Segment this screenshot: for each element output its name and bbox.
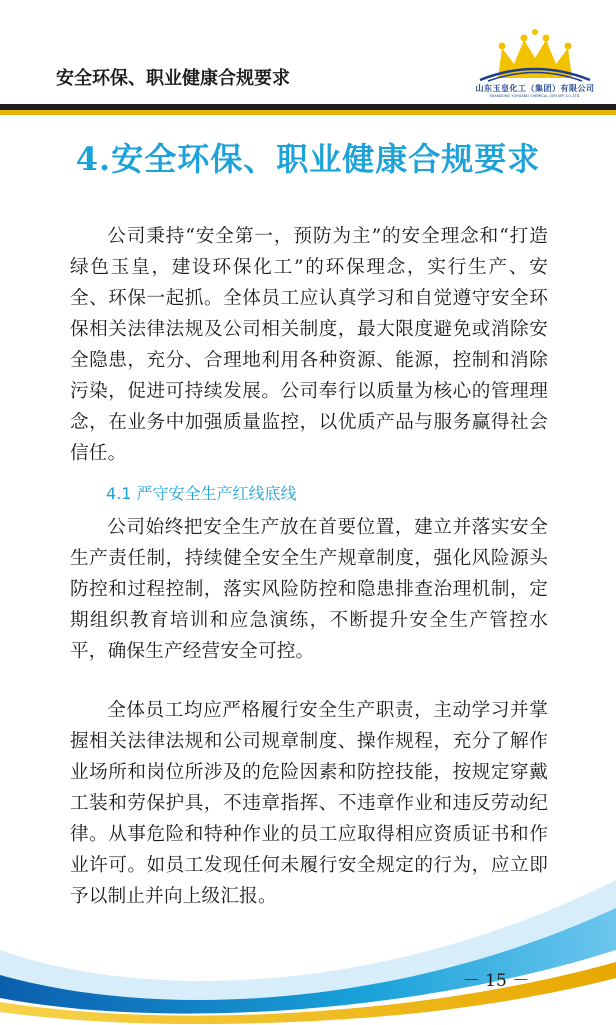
running-header-title: 安全环保、职业健康合规要求 [56,68,290,89]
body-paragraph-3: 全体员工均应严格履行安全生产职责，主动学习并掌握相关法律法规和公司规章制度、操作规程，充分了解作业场所和岗位所涉及的危险因素和防控技能，按规定穿戴工装和劳保护具，不违章指挥、不违章作业和违反劳动纪律。从事危险和特种作业的员工应取得相应资质证书和作业许可。如员工发现任何未履行安全规定的行为，应立即予以制止并向上级汇报。 [70,700,548,907]
section-heading: 4.1 严守安全生产红线底线 [106,484,297,503]
body-paragraph-2: 公司始终把安全生产放在首要位置，建立并落实安全生产责任制，持续健全安全生产规章制度，强化风险源头防控和过程控制，落实风险防控和隐患排查治理机制，定期组织教育培训和应急演练，不断提升安全生产管控水平，确保生产经营安全可控。 [70,517,548,662]
page-number: － 15 － [462,971,530,991]
logo-company-name: 山东玉皇化工（集团）有限公司 [475,84,595,93]
chapter-title: 4.安全环保、职业健康合规要求 [75,140,541,178]
footer-wave-decoration [0,880,616,1025]
header-divider-gold [0,110,616,115]
logo-english-name: SHANDONG YUHUANG CHEMICAL (GROUP) CO.,LTD. [489,94,581,98]
crown-icon [468,28,602,82]
body-paragraph-1: 公司秉持“安全第一，预防为主”的安全理念和“打造绿色玉皇，建设环保化工”的环保理念，实行生产、安全、环保一起抓。全体员工应认真学习和自觉遵守安全环保相关法律法规及公司相关制度，最大限度避免或消除安全隐患，充分、合理地利用各种资源、能源，控制和消除污染，促进可持续发展。公司奉行以质量为核心的管理理念，在业务中加强质量监控，以优质产品与服务赢得社会信任。 [70,226,548,464]
company-logo [468,28,602,100]
